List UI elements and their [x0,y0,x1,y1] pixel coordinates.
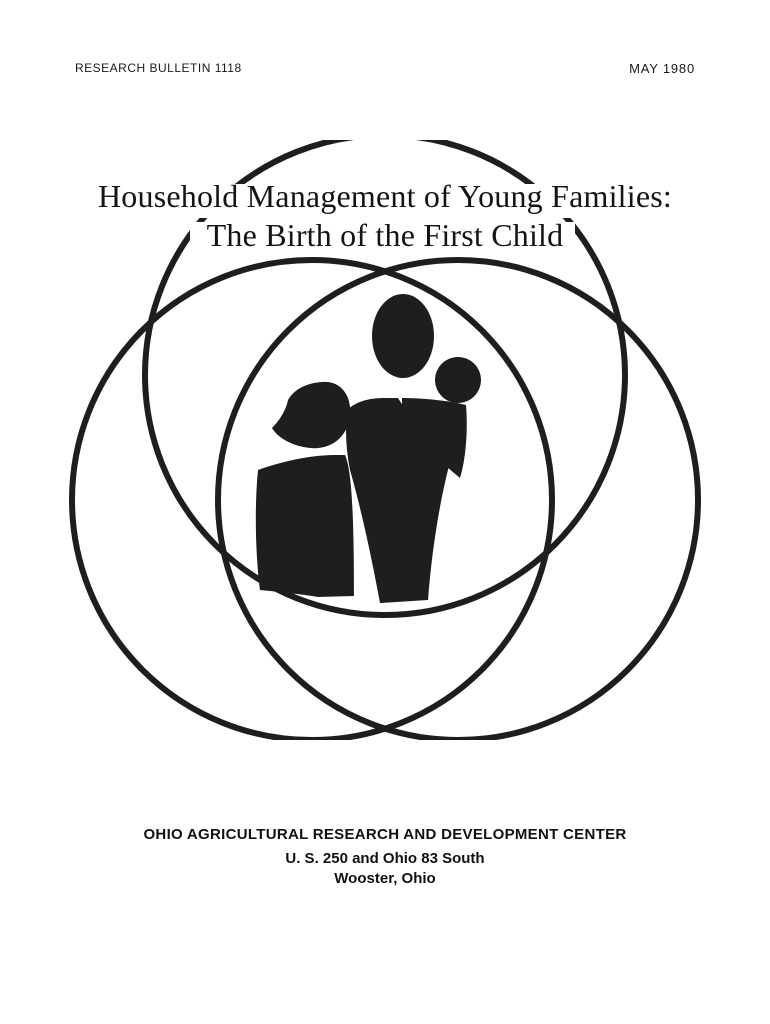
publisher-address: U. S. 250 and Ohio 83 South [285,850,485,867]
publication-date: MAY 1980 [629,61,695,76]
mother-head [272,382,350,448]
child-head [435,357,481,403]
title-line-2: The Birth of the First Child [206,217,564,253]
family-figures [256,294,481,603]
title-line-1: Household Management of Young Families: [98,178,672,214]
father-head [372,294,434,378]
mother-body [256,455,354,597]
bulletin-number: RESEARCH BULLETIN 1118 [75,61,242,75]
publisher-city: Wooster, Ohio [334,870,436,887]
publisher-name: OHIO AGRICULTURAL RESEARCH AND DEVELOPMENT CENTER [143,826,627,843]
